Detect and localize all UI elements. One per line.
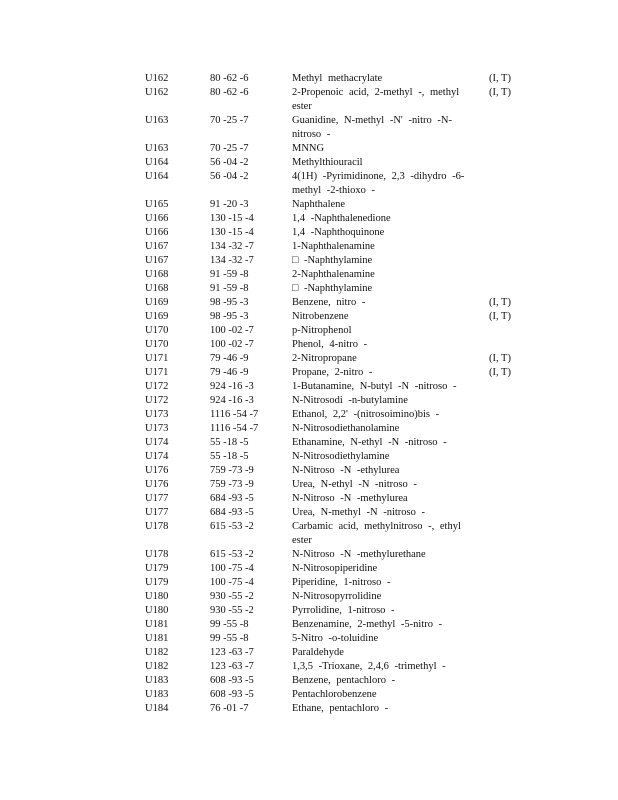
chemical-name: Naphthalene [292,199,346,210]
cas-number: 98 -95 -3 [210,297,249,308]
waste-code: U171 [145,367,169,378]
chemical-name: Benzene, pentachloro - [292,675,396,686]
chemical-name: Ethane, pentachloro - [292,703,389,714]
table-row [0,674,618,688]
table-row [0,366,618,380]
waste-code: U167 [145,255,169,266]
waste-code: U173 [145,409,169,420]
cas-number: 134 -32 -7 [210,241,254,252]
table-row [0,338,618,352]
cas-number: 684 -93 -5 [210,507,254,518]
table-row [0,72,618,86]
cas-number: 80 -62 -6 [210,87,249,98]
hazard-basis: (I, T) [489,311,511,322]
table-row [0,156,618,170]
chemical-name: Piperidine, 1-nitroso - [292,577,391,588]
hazardous-waste-table [0,72,618,716]
waste-code: U174 [145,437,169,448]
cas-number: 924 -16 -3 [210,395,254,406]
cas-number: 123 -63 -7 [210,661,254,672]
table-row [0,590,618,604]
chemical-name: N-Nitrosodi -n-butylamine [292,395,408,406]
table-row [0,282,618,296]
chemical-name: Urea, N-ethyl -N -nitroso - [292,479,417,490]
chemical-name: 5-Nitro -o-toluidine [292,633,379,644]
waste-code: U178 [145,549,169,560]
cas-number: 70 -25 -7 [210,143,249,154]
chemical-name: Propane, 2-nitro - [292,367,373,378]
chemical-name: p-Nitrophenol [292,325,352,336]
chemical-name: Ethanamine, N-ethyl -N -nitroso - [292,437,447,448]
chemical-name: N-Nitrosodiethanolamine [292,423,400,434]
cas-number: 130 -15 -4 [210,227,254,238]
waste-code: U166 [145,213,169,224]
chemical-name: N-Nitroso -N -ethylurea [292,465,400,476]
table-row [0,548,618,562]
hazard-basis: (I, T) [489,87,511,98]
waste-code: U173 [145,423,169,434]
waste-code: U163 [145,143,169,154]
cas-number: 76 -01 -7 [210,703,249,714]
hazard-basis: (I, T) [489,353,511,364]
cas-number: 100 -75 -4 [210,577,254,588]
table-row [0,492,618,506]
hazard-basis: (I, T) [489,73,511,84]
cas-number: 930 -55 -2 [210,591,254,602]
table-row [0,436,618,450]
table-row [0,394,618,408]
waste-code: U170 [145,325,169,336]
cas-number: 134 -32 -7 [210,255,254,266]
waste-code: U184 [145,703,169,714]
table-row [0,380,618,394]
table-row [0,464,618,478]
waste-code: U172 [145,381,169,392]
cas-number: 100 -02 -7 [210,339,254,350]
chemical-name: Ethanol, 2,2' -(nitrosoimino)bis - [292,409,440,420]
cas-number: 130 -15 -4 [210,213,254,224]
table-row [0,702,618,716]
chemical-name: Urea, N-methyl -N -nitroso - [292,507,426,518]
chemical-name: N-Nitroso -N -methylurethane [292,549,426,560]
cas-number: 608 -93 -5 [210,689,254,700]
table-row [0,562,618,576]
cas-number: 55 -18 -5 [210,437,249,448]
table-row [0,114,618,142]
chemical-name: Pentachlorobenzene [292,689,377,700]
waste-code: U171 [145,353,169,364]
table-row [0,86,618,114]
table-row [0,254,618,268]
cas-number: 615 -53 -2 [210,549,254,560]
table-row [0,604,618,618]
waste-code: U170 [145,339,169,350]
waste-code: U162 [145,87,169,98]
waste-code: U177 [145,507,169,518]
chemical-name: N-Nitrosodiethylamine [292,451,390,462]
cas-number: 99 -55 -8 [210,619,249,630]
waste-code: U168 [145,283,169,294]
table-row [0,478,618,492]
waste-code: U165 [145,199,169,210]
cas-number: 1116 -54 -7 [210,423,259,434]
waste-code: U182 [145,647,169,658]
chemical-name: □ -Naphthylamine [292,283,373,294]
table-row [0,142,618,156]
cas-number: 684 -93 -5 [210,493,254,504]
waste-code: U167 [145,241,169,252]
waste-code: U169 [145,297,169,308]
cas-number: 56 -04 -2 [210,171,249,182]
waste-code: U162 [145,73,169,84]
table-row [0,352,618,366]
cas-number: 1116 -54 -7 [210,409,259,420]
cas-number: 55 -18 -5 [210,451,249,462]
table-row [0,268,618,282]
table-row [0,618,618,632]
waste-code: U183 [145,689,169,700]
chemical-name: Guanidine, N-methyl -N' -nitro -N-nitroso - [292,115,452,140]
chemical-name: Nitrobenzene [292,311,349,322]
table-row [0,170,618,198]
waste-code: U172 [145,395,169,406]
cas-number: 99 -55 -8 [210,633,249,644]
cas-number: 759 -73 -9 [210,465,254,476]
chemical-name: 2-Naphthalenamine [292,269,375,280]
cas-number: 91 -59 -8 [210,283,249,294]
cas-number: 79 -46 -9 [210,367,249,378]
chemical-name: N-Nitrosopiperidine [292,563,378,574]
chemical-name: 1-Naphthalenamine [292,241,375,252]
waste-code: U181 [145,619,169,630]
chemical-name: 4(1H) -Pyrimidinone, 2,3 -dihydro -6-methyl -2-thioxo - [292,171,465,196]
chemical-name: 1,3,5 -Trioxane, 2,4,6 -trimethyl - [292,661,446,672]
cas-number: 98 -95 -3 [210,311,249,322]
table-row [0,324,618,338]
hazard-basis: (I, T) [489,367,511,378]
table-row [0,576,618,590]
waste-code: U166 [145,227,169,238]
waste-code: U182 [145,661,169,672]
table-row [0,310,618,324]
waste-code: U168 [145,269,169,280]
waste-code: U179 [145,577,169,588]
cas-number: 91 -20 -3 [210,199,249,210]
chemical-name: 1,4 -Naphthoquinone [292,227,385,238]
table-row [0,198,618,212]
waste-code: U164 [145,157,169,168]
waste-code: U174 [145,451,169,462]
chemical-name: Carbamic acid, methylnitroso -, ethyl ester [292,521,461,546]
waste-code: U169 [145,311,169,322]
cas-number: 100 -02 -7 [210,325,254,336]
table-row [0,240,618,254]
cas-number: 100 -75 -4 [210,563,254,574]
table-row [0,226,618,240]
table-row [0,212,618,226]
waste-code: U183 [145,675,169,686]
waste-code: U178 [145,521,169,532]
chemical-name: N-Nitrosopyrrolidine [292,591,382,602]
chemical-name: Methyl methacrylate [292,73,383,84]
table-row [0,520,618,548]
chemical-name: Phenol, 4-nitro - [292,339,368,350]
chemical-name: 2-Nitropropane [292,353,357,364]
chemical-name: Paraldehyde [292,647,344,658]
table-row [0,422,618,436]
chemical-name: 1,4 -Naphthalenedione [292,213,391,224]
table-row [0,450,618,464]
waste-code: U164 [145,171,169,182]
waste-code: U176 [145,479,169,490]
table-row [0,296,618,310]
chemical-name: 1-Butanamine, N-butyl -N -nitroso - [292,381,457,392]
chemical-name: N-Nitroso -N -methylurea [292,493,408,504]
cas-number: 79 -46 -9 [210,353,249,364]
waste-code: U176 [145,465,169,476]
waste-code: U163 [145,115,169,126]
chemical-name: □ -Naphthylamine [292,255,373,266]
chemical-name: 2-Propenoic acid, 2-methyl -, methyl ester [292,87,460,112]
cas-number: 91 -59 -8 [210,269,249,280]
chemical-name: Pyrrolidine, 1-nitroso - [292,605,395,616]
cas-number: 608 -93 -5 [210,675,254,686]
table-row [0,632,618,646]
hazard-basis: (I, T) [489,297,511,308]
cas-number: 930 -55 -2 [210,605,254,616]
cas-number: 615 -53 -2 [210,521,254,532]
waste-code: U180 [145,591,169,602]
waste-code: U177 [145,493,169,504]
cas-number: 70 -25 -7 [210,115,249,126]
table-row [0,660,618,674]
waste-code: U180 [145,605,169,616]
chemical-name: Benzene, nitro - [292,297,366,308]
chemical-name: Methylthiouracil [292,157,363,168]
table-row [0,506,618,520]
cas-number: 924 -16 -3 [210,381,254,392]
chemical-name: Benzenamine, 2-methyl -5-nitro - [292,619,443,630]
cas-number: 56 -04 -2 [210,157,249,168]
waste-code: U179 [145,563,169,574]
chemical-name: MNNG [292,143,325,154]
table-row [0,646,618,660]
cas-number: 123 -63 -7 [210,647,254,658]
cas-number: 80 -62 -6 [210,73,249,84]
waste-code: U181 [145,633,169,644]
cas-number: 759 -73 -9 [210,479,254,490]
table-row [0,688,618,702]
table-row [0,408,618,422]
